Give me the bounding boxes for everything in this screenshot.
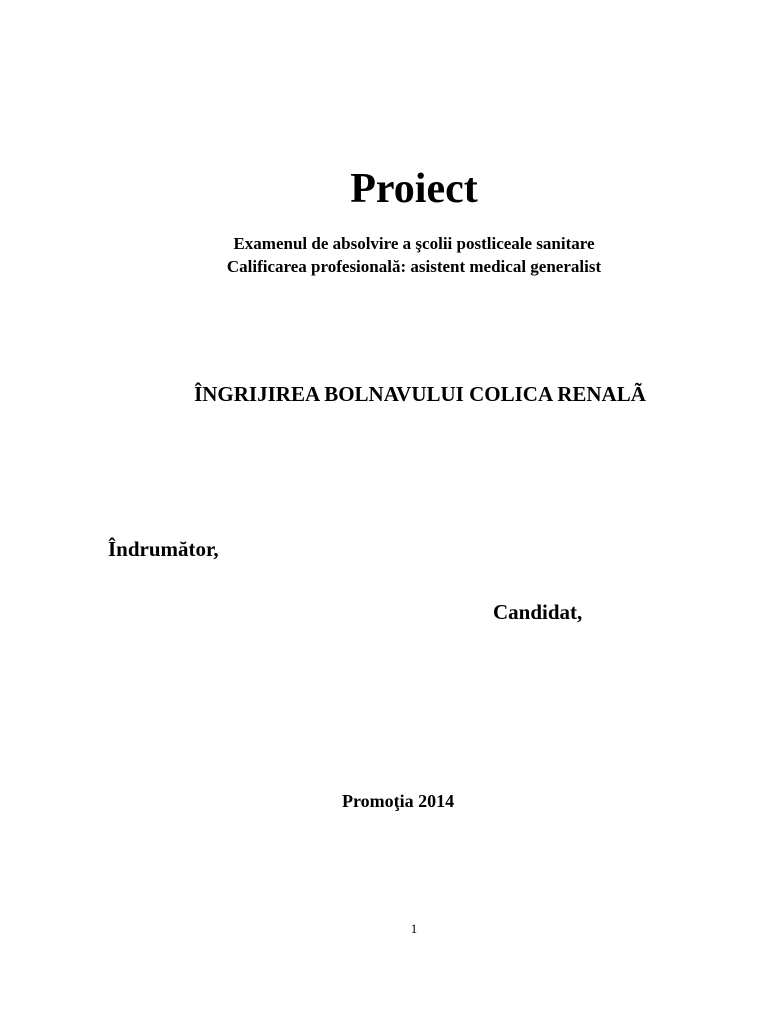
- project-topic-heading: ÎNGRIJIREA BOLNAVULUI COLICA RENALÃ: [194, 382, 646, 406]
- advisor-label: Îndrumător,: [108, 537, 219, 561]
- document-title: Proiect: [350, 166, 478, 212]
- subtitle-line-2: Calificarea profesională: asistent medical generalist: [226, 257, 602, 276]
- subtitle-line-1: Examenul de absolvire a şcolii postliceale sanitare: [233, 234, 595, 253]
- candidate-label: Candidat,: [493, 600, 583, 624]
- class-year: Promoţia 2014: [342, 791, 455, 811]
- page-number: 1: [410, 921, 418, 936]
